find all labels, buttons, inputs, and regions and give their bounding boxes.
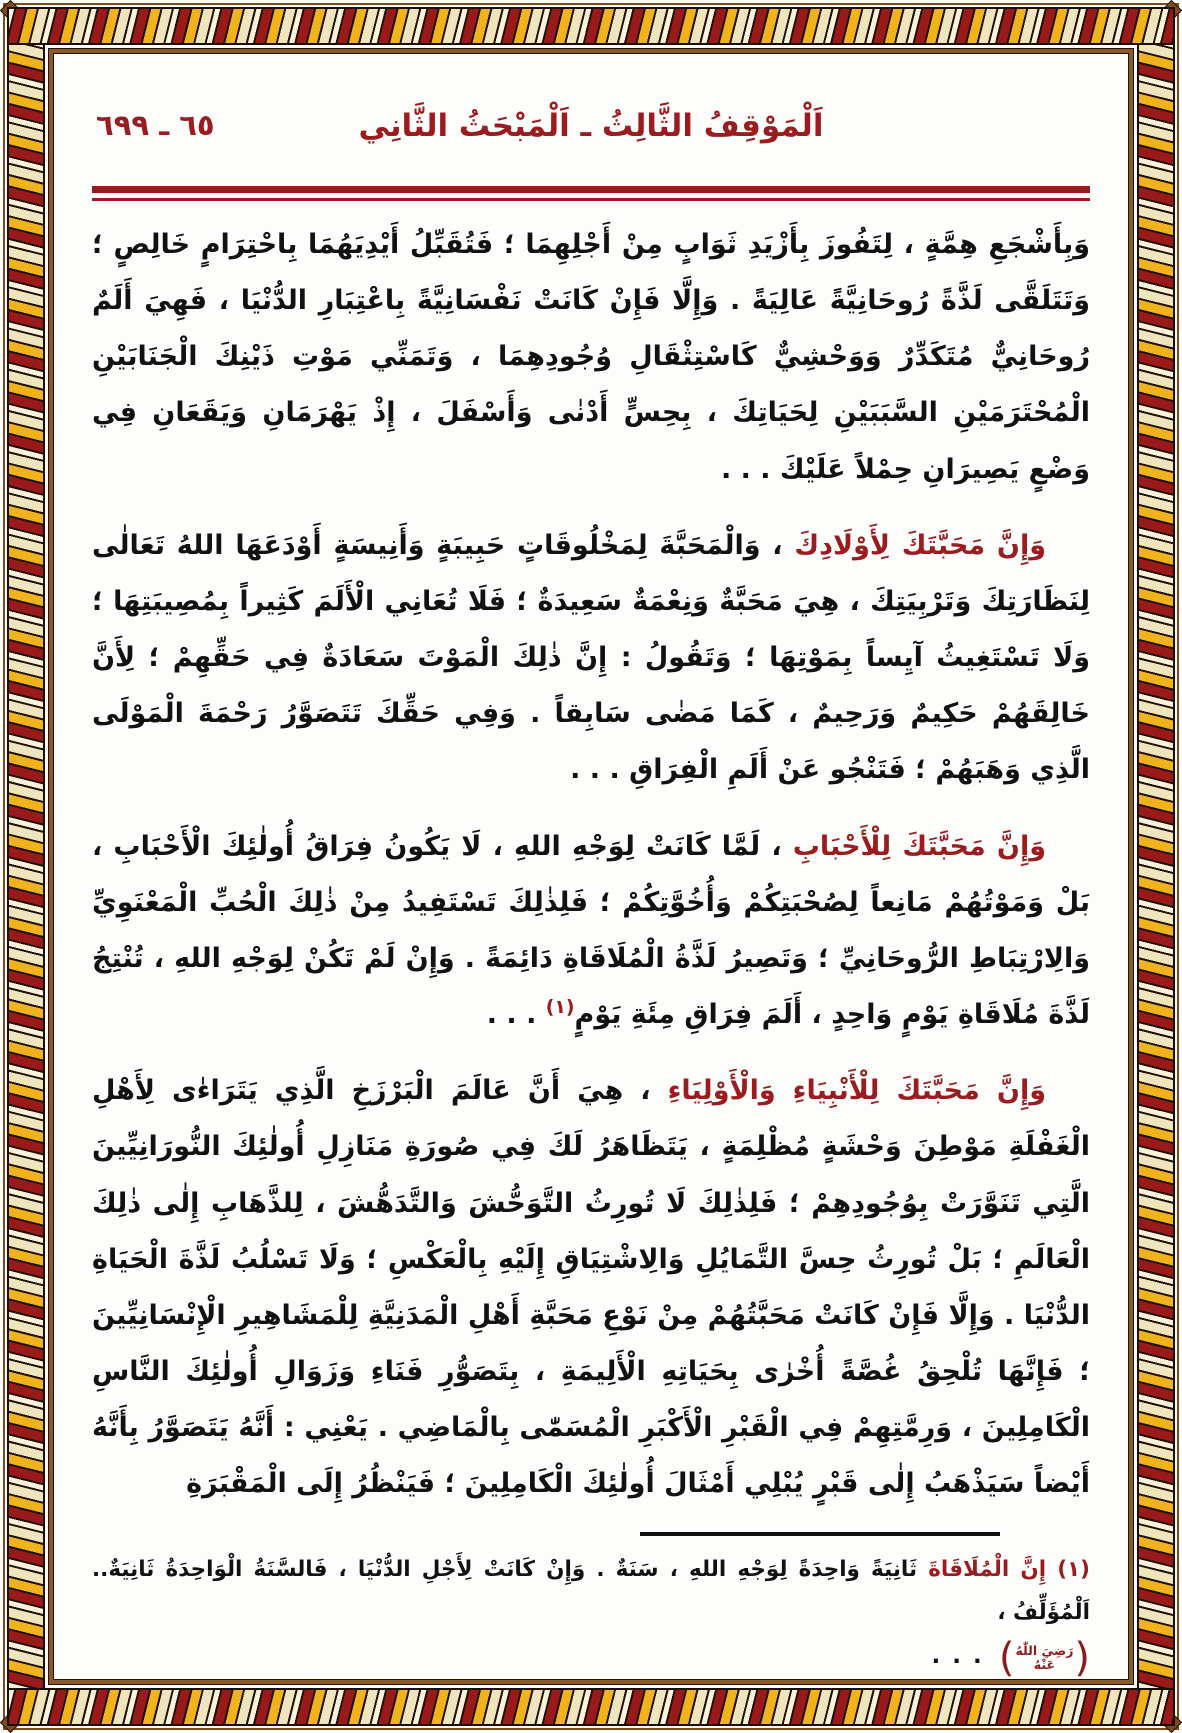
page-number: ٦٥ ـ ٦٩٩ [96, 108, 215, 142]
seal-trailing-dots: . . . [931, 1642, 984, 1669]
page-content [56, 56, 1126, 1682]
author-seal-icon [998, 1635, 1090, 1682]
footnote-seal-line [92, 1635, 1090, 1682]
seal-open-paren: ( [1074, 1635, 1090, 1682]
seal-text-bottom: عَنْهُ [1033, 1657, 1056, 1673]
paragraph-lead-red: (١) إِنَّ الْمُلَاقَاةَ [928, 1557, 1090, 1583]
border-chain-top [7, 7, 1175, 45]
paragraph [92, 819, 1090, 1044]
seal-text-top: رَضِيَ اللّٰهُ [1015, 1643, 1074, 1659]
page-title: اَلْمَوْقِفُ الثَّالِثُ ـ اَلْمَبْحَثُ الثَّانِي [358, 108, 824, 144]
footnote-text [92, 1548, 1090, 1634]
border-chain-bottom [7, 1688, 1175, 1726]
paragraph-text: وَبِأَشْجَعِ هِمَّةٍ ، لِتَفُوزَ بِأَزْيَدِ ثَوَابٍ مِنْ أَجْلِهِمَا ؛ فَتُقَبِّلُ أَيْدِيَهُمَا بِاحْتِرَامٍ خَالِصٍ ؛ وَتَتَلَقَّى لَذَّةً رُوحَانِيَّةً عَالِيَةً . وَإِلَّا فَإِنْ كَانَتْ نَفْسَانِيَّةً بِاعْتِبَارِ الدُّنْيَا ، فَهِيَ أَلَمٌ رُوحَانِيٌّ مُتَكَدِّرٌ وَوَحْشِيٌّ كَاسْتِثْقَالِ وُجُودِهِمَا ، وَتَمَنِّي مَوْتِ ذَيْنِكَ الْجَنَابَيْنِ الْمُحْتَرَمَيْنِ السَّبَبَيْنِ لِحَيَاتِكَ ، بِحِسٍّ أَدْنٰى وَأَسْفَلَ ، إِذْ يَهْرَمَانِ وَيَقَعَانِ فِي وَضْعٍ يَصِيرَانِ حِمْلاً عَلَيْكَ . . . [92, 229, 1090, 485]
page-header [92, 102, 1090, 168]
header-divider [92, 186, 1090, 201]
border-chain-left [7, 43, 45, 1690]
paragraph-lead-red: وَإِنَّ مَحَبَّتَكَ لِلْأَحْبَابِ [792, 830, 1046, 862]
paragraph-text: ، هِيَ أَنَّ عَالَمَ الْبَرْزَخِ الَّذِي يَتَرَاءٰى لِأَهْلِ الْغَفْلَةِ مَوْطِنَ وَحْشَةٍ مُظْلِمَةٍ ، يَتَظَاهَرُ لَكَ فِي صُورَةِ مَنَازِلِ أُولٰئِكَ النُّورَانِيِّينَ الَّتِي تَنَوَّرَتْ بِوُجُودِهِمْ ؛ فَلِذٰلِكَ لَا تُورِثُ التَّوَحُّشَ وَالتَّدَهُّشَ ، لِلذَّهَابِ إِلٰى ذٰلِكَ الْعَالَمِ ؛ بَلْ تُورِثُ حِسَّ التَّمَايُلِ وَالِاشْتِيَاقِ إِلَيْهِ بِالْعَكْسِ ؛ وَلَا تَسْلُبُ لَذَّةَ الْحَيَاةِ الدُّنْيَا . وَإِلَّا فَإِنْ كَانَتْ مَحَبَّتُهُمْ مِنْ نَوْعِ مَحَبَّةِ أَهْلِ الْمَدَنِيَّةِ لِلْمَشَاهِيرِ الْإِنْسَانِيِّينَ ؛ فَإِنَّهَا تُلْحِقُ غُصَّةً أُخْرٰى بِحَيَاتِهِ الْأَلِيمَةِ ، بِتَصَوُّرِ فَنَاءِ وَزَوَالِ أُولٰئِكَ النَّاسِ الْكَامِلِينَ ، وَرِمَّتِهِمْ فِي الْقَبْرِ الْأَكْبَرِ الْمُسَمّٰى بِالْمَاضِي . يَعْنِي : أَنَّهُ يَتَصَوَّرُ بِأَنَّهُ أَيْضاً سَيَذْهَبُ إِلٰى قَبْرٍ يُبْلِي أَمْثَالَ أُولٰئِكَ الْكَامِلِينَ ؛ فَيَنْظُرُ إِلَى الْمَقْبَرَةِ [92, 1075, 1090, 1500]
footnote-marker: (١) [545, 996, 575, 1019]
border-chain-right [1137, 43, 1175, 1690]
paragraph-text: ، وَالْمَحَبَّةَ لِمَخْلُوقَاتٍ حَبِيبَةٍ وَأَنِيسَةٍ أَوْدَعَهَا اللهُ تَعَالٰى لِنَظَارَتِكَ وَتَرْبِيَتِكَ ، هِيَ مَحَبَّةٌ وَنِعْمَةٌ سَعِيدَةٌ ؛ فَلَا تُعَانِي الْأَلَمَ كَثِيراً بِمُصِيبَتِهَا ؛ وَلَا تَسْتَغِيثُ آيِساً بِمَوْتِهَا ؛ وَتَقُولُ : إِنَّ ذٰلِكَ الْمَوْتَ سَعَادَةٌ فِي حَقِّهِمْ ؛ لِأَنَّ خَالِقَهُمْ حَكِيمٌ وَرَحِيمٌ ، كَمَا مَضٰى سَابِقاً . وَفِي حَقِّكَ تَتَصَوَّرُ رَحْمَةَ الْمَوْلَى الَّذِي وَهَبَهُمْ ؛ فَتَنْجُو عَنْ أَلَمِ الْفِرَاقِ . . . [92, 529, 1090, 786]
seal-close-paren: ) [998, 1635, 1015, 1682]
seal-text [1015, 1644, 1073, 1673]
paragraph-text: ، لَمَّا كَانَتْ لِوَجْهِ اللهِ ، لَا يَكُونُ فِرَاقُ أُولٰئِكَ الْأَحْبَابِ ، بَلْ وَمَوْتُهُمْ مَانِعاً لِصُحْبَتِكُمْ وَأُخُوَّتِكُمْ ؛ فَلِذٰلِكَ تَسْتَفِيدُ مِنْ ذٰلِكَ الْحُبِّ الْمَعْنَوِيِّ وَالِارْتِبَاطِ الرُّوحَانِيِّ ؛ وَتَصِيرُ لَذَّةُ الْمُلَاقَاةِ دَائِمَةً . وَإِنْ لَمْ تَكُنْ لِوَجْهِ اللهِ ، تُنْتِجُ لَذَّةَ مُلَاقَاةِ يَوْمٍ وَاحِدٍ ، أَلَمَ فِرَاقِ مِئَةِ يَوْمٍ [92, 830, 1090, 1031]
paragraph-text: ثَانِيَةً وَاحِدَةً لِوَجْهِ اللهِ ، سَنَةٌ . وَإِنْ كَانَتْ لِأَجْلِ الدُّنْيَا ، فَالسَّنَةُ الْوَاحِدَةُ ثَانِيَةٌ.. اَلْمُؤَلِّفُ ، [92, 1557, 1090, 1626]
paragraph [92, 1063, 1090, 1512]
paragraph [92, 518, 1090, 799]
paragraph-lead-red: وَإِنَّ مَحَبَّتَكَ لِلْأَنْبِيَاءِ وَالْأَوْلِيَاءِ [667, 1075, 1046, 1107]
paragraph [92, 217, 1090, 498]
paragraph-text: . . . [486, 999, 546, 1031]
paragraph-lead-red: وَإِنَّ مَحَبَّتَكَ لِأَوْلَادِكَ [794, 529, 1047, 561]
footnote-separator [640, 1532, 1000, 1536]
body-text [92, 217, 1090, 1512]
